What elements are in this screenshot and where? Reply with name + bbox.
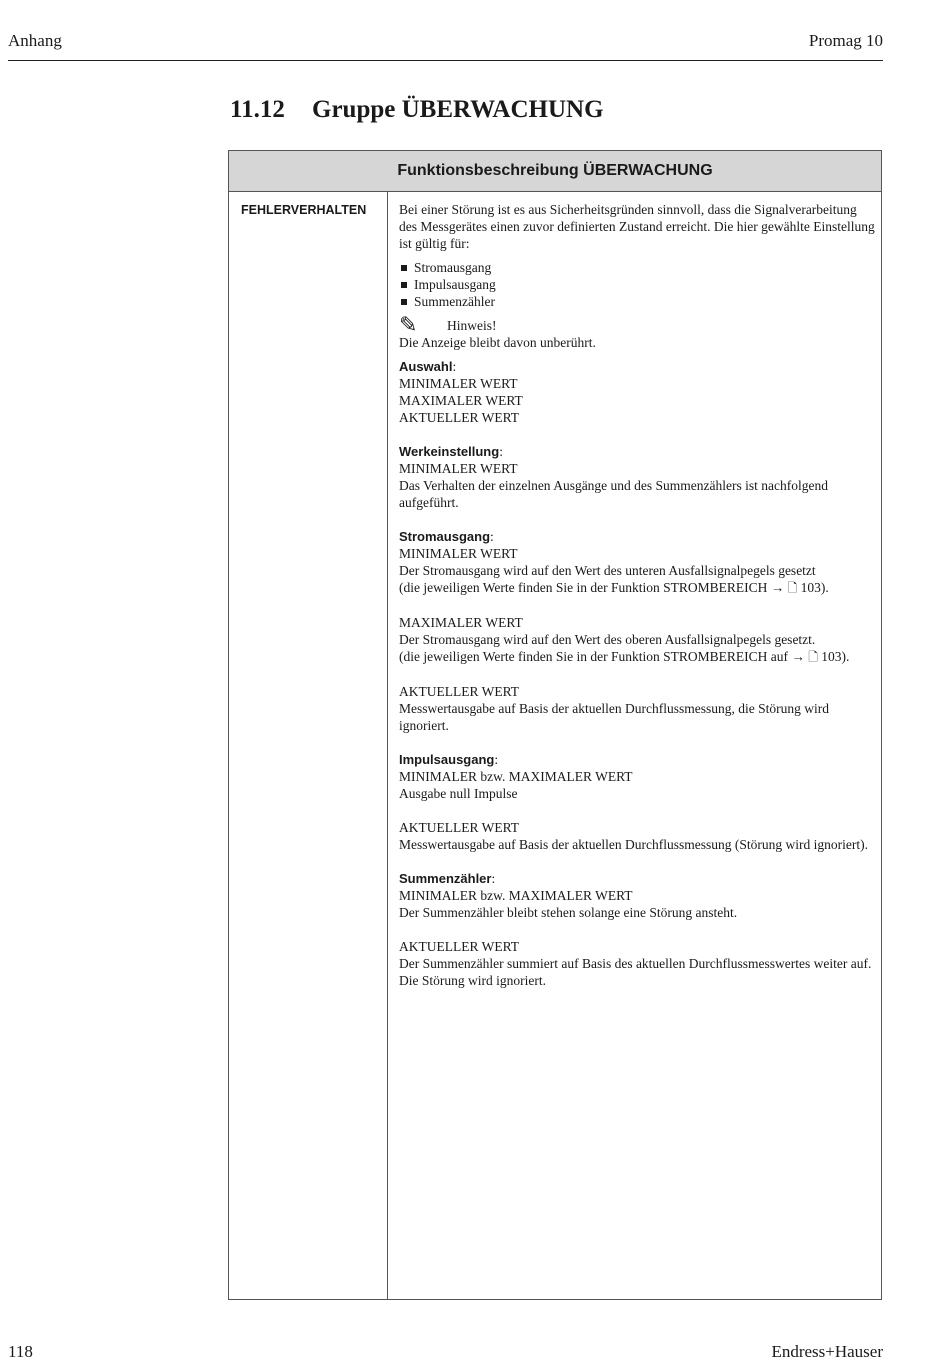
strom-akt-title: AKTUELLER WERT: [399, 684, 520, 699]
summe-minmax-line1: Der Summenzähler bleibt stehen solange eine Störung ansteht.: [399, 905, 738, 920]
note-header: [399, 312, 877, 337]
header-product: Promag 10: [808, 31, 883, 50]
strom-min-ref: 103).: [800, 580, 829, 595]
werkeinstellung-label: Werkeinstellung: [399, 444, 500, 459]
footer-brand: Endress+Hauser: [771, 1342, 883, 1361]
table-heading: Funktionsbeschreibung ÜBERWACHUNG: [229, 151, 881, 192]
option-max: MAXIMALER WERT: [399, 393, 523, 408]
strom-min-line1: Der Stromausgang wird auf den Wert des unteren Ausfallsignalpegels gesetzt: [399, 563, 816, 578]
impuls-akt-line1: Messwertausgabe auf Basis der aktuellen Durchflussmessung (Störung wird ignoriert).: [399, 837, 869, 852]
impulsausgang-label: Impulsausgang: [399, 752, 495, 767]
list-item: Impulsausgang: [399, 276, 877, 293]
summe-akt-line2: Die Störung wird ignoriert.: [399, 973, 546, 988]
strom-min-title: MINIMALER WERT: [399, 546, 518, 561]
note-title: Hinweis!: [447, 317, 497, 333]
page-number: 118: [8, 1342, 33, 1361]
option-min: MINIMALER WERT: [399, 376, 518, 391]
list-item: Summenzähler: [399, 293, 877, 310]
strom-max-line2: (die jeweiligen Werte finden Sie in der Funktion STROMBEREICH auf →: [399, 649, 805, 664]
page-ref-icon: 🗋: [808, 650, 818, 664]
impuls-akt-title: AKTUELLER WERT: [399, 820, 520, 835]
function-name: FEHLERVERHALTEN: [241, 203, 367, 217]
strom-akt-line1: Messwertausgabe auf Basis der aktuellen Durchflussmessung, die Störung wird ignoriert.: [399, 701, 830, 733]
summe-akt-line1: Der Summenzähler summiert auf Basis des aktuellen Durchflussmesswertes weiter auf.: [399, 956, 872, 971]
applies-to-list: [399, 259, 877, 310]
section-number: 11.12: [230, 96, 285, 123]
pencil-note-icon: ✎: [399, 312, 418, 337]
impuls-minmax-title: MINIMALER bzw. MAXIMALER WERT: [399, 769, 633, 784]
summe-minmax-title: MINIMALER bzw. MAXIMALER WERT: [399, 888, 633, 903]
option-akt: AKTUELLER WERT: [399, 410, 520, 425]
note-text: Die Anzeige bleibt davon unberührt.: [399, 335, 596, 350]
function-description: Bei einer Störung ist es aus Sicherheitsgründen sinnvoll, dass die Signalverarbeitung des Messgerätes einen zuvor definierten Zustand erreicht. Die hier gewählte Einstellung ist gültig für: Stromausgang Impulsausgang Summenzähler ✎ Hinweis! Die Anzeige bleibt davon unberührt. Auswahl: MINIMALER WERT MAXIMALER WERT AKTUELLER WERT Werkeinstellung: MINIMALER WERT Das Verhalten der einzelnen Ausgänge und des Summenzählers ist nachfolgend aufgeführt. Stromausgang: MINIMALER WERT Der Stromausgang wird auf den Wert des unteren Ausfallsignalpegels gesetzt (die jeweiligen Werte finden Sie in der Funktion STROMBEREICH → 🗋 103). MAXIMALER WERT Der Stromausgang wird auf den Wert des oberen Ausfallsignalpegels gesetzt. (die jeweiligen Werte finden Sie in der Funktion STROMBEREICH auf → 🗋 103). AKTUELLER WERT Messwertausgabe auf Basis der aktuellen Durchflussmessung, die Störung wird ignoriert. Impulsausgang: MINIMALER bzw. MAXIMALER WERT Ausgabe null Impulse AKTUELLER WERT Messwertausgabe auf Basis der aktuellen Durchflussmessung (Störung wird ignoriert). Summenzähler: MINIMALER bzw. MAXIMALER WERT Der Summenzähler bleibt stehen solange eine Störung ansteht. AKTUELLER WERT Der Summenzähler summiert auf Basis des aktuellen Durchflussmesswertes weiter auf. Die Störung wird ignoriert.: [399, 201, 877, 989]
section-title-text: Gruppe ÜBERWACHUNG: [312, 96, 604, 123]
strom-min-line2: (die jeweiligen Werte finden Sie in der Funktion STROMBEREICH →: [399, 580, 785, 595]
summenzaehler-label: Summenzähler: [399, 871, 492, 886]
werkeinstellung-value: MINIMALER WERT: [399, 461, 518, 476]
stromausgang-label: Stromausgang: [399, 529, 491, 544]
function-table: [228, 150, 882, 1300]
summe-akt-title: AKTUELLER WERT: [399, 939, 520, 954]
intro-text: Bei einer Störung ist es aus Sicherheitsgründen sinnvoll, dass die Signalverarbeitung des Messgerätes einen zuvor definierten Zustand erreicht. Die hier gewählte Einstellung ist gültig für:: [399, 202, 875, 251]
werkeinstellung-text: Das Verhalten der einzelnen Ausgänge und des Summenzählers ist nachfolgend aufgeführt.: [399, 478, 829, 510]
section-title: [230, 96, 604, 124]
strom-max-ref: 103).: [821, 649, 850, 664]
strom-max-title: MAXIMALER WERT: [399, 615, 523, 630]
list-item: Stromausgang: [399, 259, 877, 276]
page-ref-icon: 🗋: [787, 581, 798, 595]
header-rule: [8, 60, 883, 61]
auswahl-label: Auswahl: [399, 359, 453, 374]
impuls-minmax-line1: Ausgabe null Impulse: [399, 786, 518, 801]
column-divider: [387, 191, 388, 1299]
header-chapter: Anhang: [8, 31, 62, 50]
strom-max-line1: Der Stromausgang wird auf den Wert des oberen Ausfallsignalpegels gesetzt.: [399, 632, 816, 647]
